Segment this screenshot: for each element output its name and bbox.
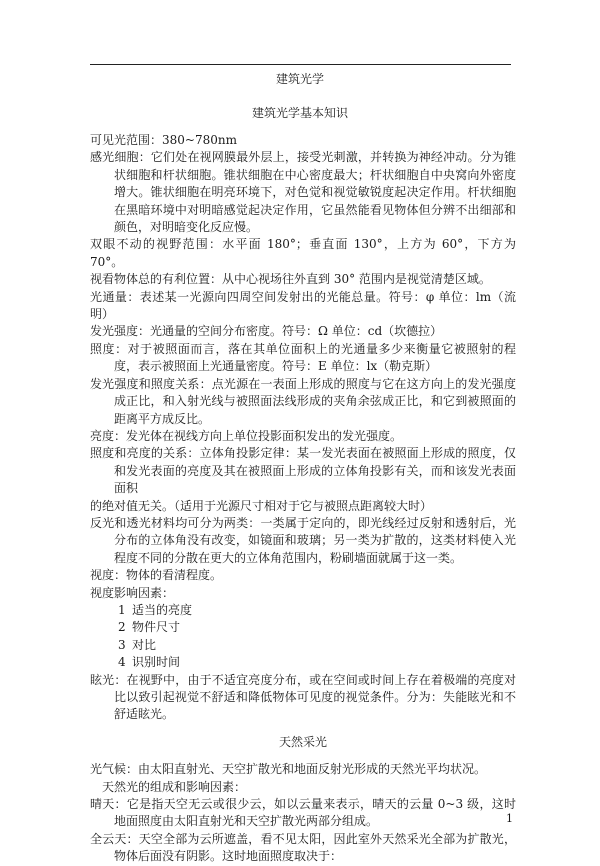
section-title: 天然采光 bbox=[278, 734, 327, 749]
paragraph-favorable-position: 视看物体总的有利位置：从中心视场往外直到 30° 范围内是视觉清楚区域。 bbox=[90, 272, 491, 287]
paragraph-illuminance-luminance: 照度和亮度的关系：立体角投影定律：某一发光表面在被照面上形成的照度，仅和发光表面的亮度及其在被照面上形成的立体角投影有关，而和该发光表面面积 bbox=[90, 446, 516, 496]
paragraph-overcast-sky: 全云天：天空全部为云所遮盖，看不见太阳，因此室外天然采光全部为扩散光，物体后面没有阴影。这时地面照度取决于： bbox=[90, 831, 516, 864]
paragraph-clear-sky: 晴天：它是指天空无云或很少云，如以云量来表示，晴天的云量 0~3 级，这时地面照度由太阳直射光和天空扩散光两部分组成。 bbox=[90, 797, 516, 829]
paragraph-intensity-illuminance: 发光强度和照度关系：点光源在一表面上形成的照度与它在这方向上的发光强度成正比，和入射光线与被照面法线形成的夹角余弦成正比，和它到被照面的距离平方成反比。 bbox=[90, 376, 516, 426]
paragraph-luminous-intensity: 发光强度：光通量的空间分布密度。符号：Ω 单位：cd（坎德拉） bbox=[90, 324, 443, 339]
list-item-text: 物件尺寸 bbox=[132, 620, 181, 635]
paragraph-visibility-factors: 视度影响因素： bbox=[90, 585, 175, 600]
paragraph-luminance: 亮度：发光体在视线方向上单位投影面积发出的发光强度。 bbox=[90, 428, 403, 443]
list-item-number: 1 bbox=[118, 602, 126, 617]
header-rule bbox=[90, 64, 511, 65]
list-item bbox=[90, 637, 516, 654]
paragraph-daylight-components: 天然光的组成和影响因素： bbox=[102, 779, 247, 794]
paragraph-glare: 眩光：在视野中，由于不适宜亮度分布，或在空间或时间上存在着极端的亮度对比以致引起视觉不舒适和降低物体可见度的视觉条件。分为：失能眩光和不舒适眩光。 bbox=[90, 672, 516, 722]
list-item-number: 2 bbox=[118, 620, 126, 635]
paragraph-absolute-value: 的绝对值无关。（适用于光源尺寸相对于它与被照点距离较大时） bbox=[90, 498, 433, 513]
list-item bbox=[90, 619, 516, 636]
list-item-text: 识别时间 bbox=[132, 655, 181, 670]
page-number: 1 bbox=[506, 812, 513, 825]
paragraph-luminous-flux: 光通量：表述某一光源向四周空间发射出的光能总量。符号：φ 单位：lm（流明） bbox=[90, 289, 516, 322]
list-item bbox=[90, 654, 516, 671]
list-item-number: 4 bbox=[118, 655, 126, 670]
document-body bbox=[90, 132, 516, 866]
paragraph-photoreceptors: 感光细胞：它们处在视网膜最外层上，接受光刺激，并转换为神经冲动。分为锥状细胞和杆状细胞。锥状细胞在中心密度最大；杆状细胞自中央窝向外密度增大。锥状细胞在明亮环境下，对色觉和视觉敏锐度起决定作用。杆状细胞在黑暗环境中对明暗感觉起决定作用，它虽然能看见物体但分辨不出细部和颜色，对明暗变化反应慢。 bbox=[90, 150, 516, 235]
paragraph-illuminance: 照度：对于被照面而言，落在其单位面积上的光通量多少来衡量它被照射的程度，表示被照面上光通量密度。符号：E 单位：lx（勒克斯） bbox=[90, 341, 516, 374]
factor-list bbox=[90, 602, 516, 672]
list-item-number: 3 bbox=[118, 637, 126, 652]
header-title: 建筑光学 bbox=[275, 72, 324, 86]
paragraph-visual-field: 双眼不动的视野范围：水平面 180°；垂直面 130°，上方为 60°，下方为 70°。 bbox=[90, 237, 516, 269]
list-item-text: 适当的亮度 bbox=[132, 602, 193, 617]
list-item bbox=[90, 602, 516, 619]
paragraph-visibility: 视度：物体的看清程度。 bbox=[90, 568, 223, 583]
document-subtitle: 建筑光学基本知识 bbox=[251, 106, 348, 120]
paragraph-light-climate: 光气候：由太阳直射光、天空扩散光和地面反射光形成的天然光平均状况。 bbox=[90, 762, 487, 777]
paragraph-materials: 反光和透光材料均可分为两类：一类属于定向的，即光线经过反射和透射后，光分布的立体角没有改变，如镜面和玻璃；另一类为扩散的，这类材料使入光程度不同的分散在更大的立体角范围内，粉刷墙面就属于这一类。 bbox=[90, 515, 516, 565]
list-item-text: 对比 bbox=[132, 637, 157, 652]
paragraph-visible-range: 可见光范围：380~780nm bbox=[90, 133, 237, 147]
